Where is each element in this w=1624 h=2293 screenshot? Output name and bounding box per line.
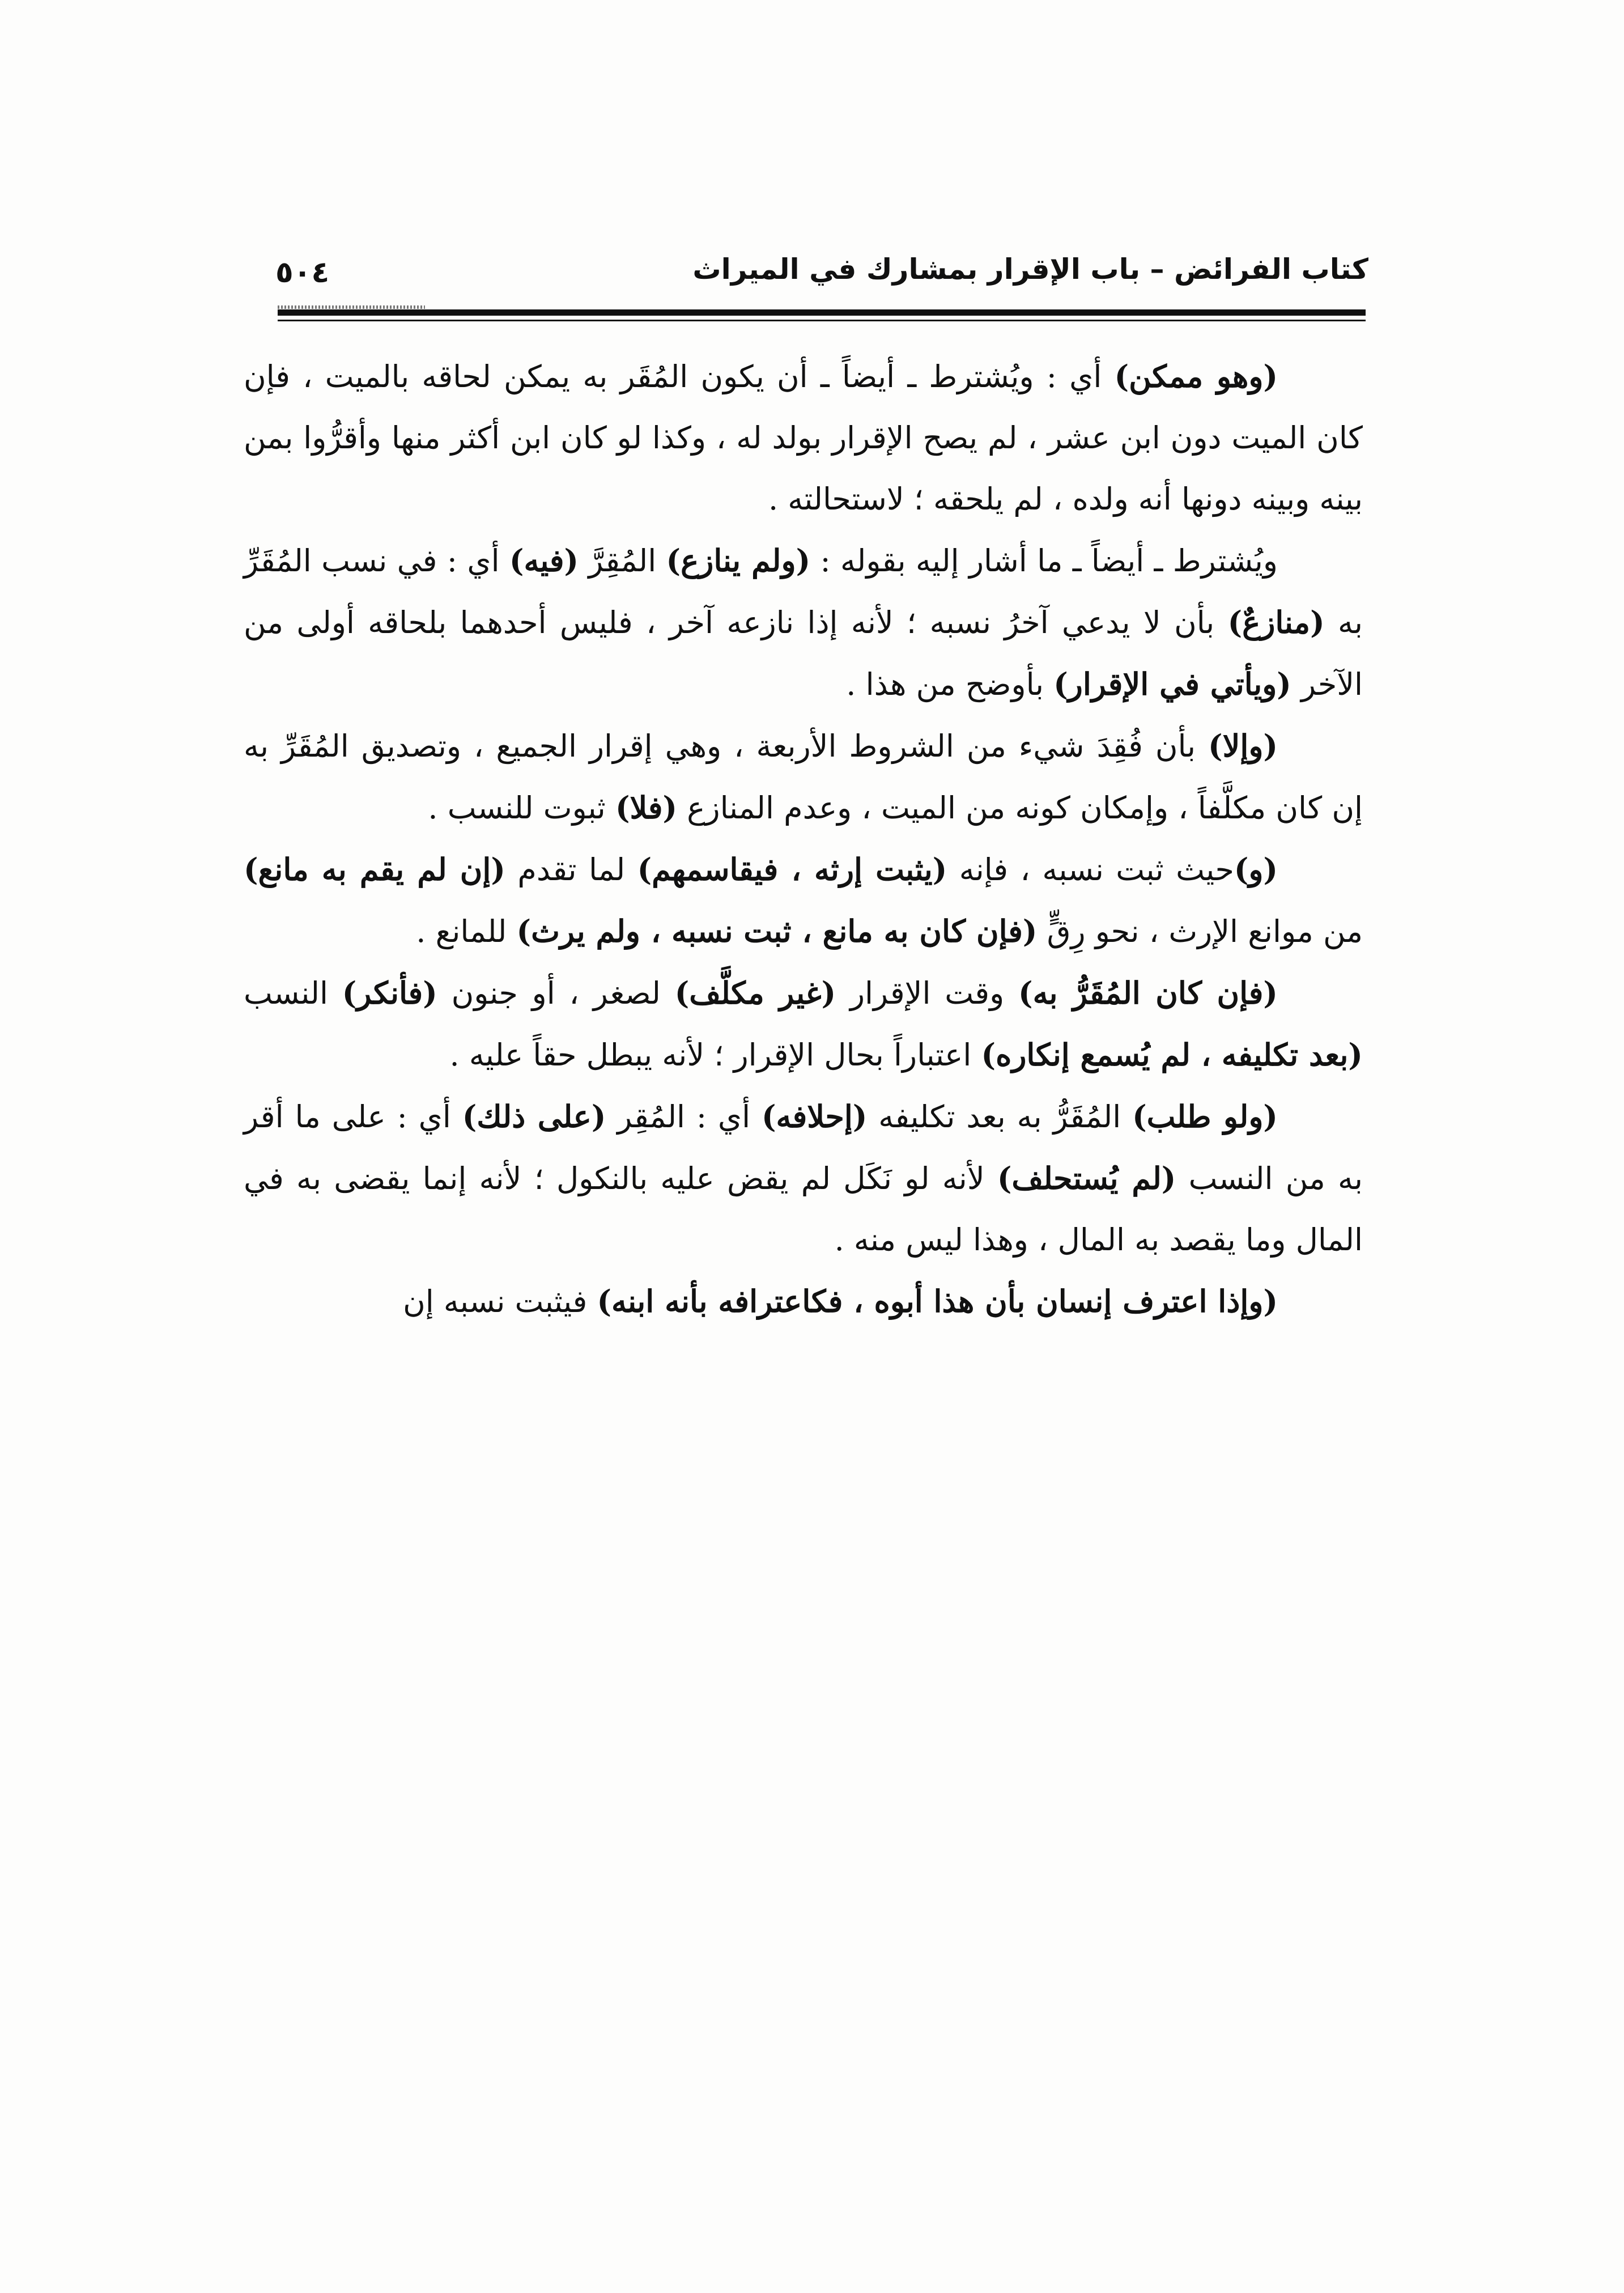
commentary-text: حيث ثبت نسبه ، فإنه <box>947 852 1234 888</box>
commentary-text: بأوضح من هذا . <box>846 666 1054 702</box>
matn-text: (إحلافه) <box>761 1098 868 1135</box>
matn-text: (على ذلك) <box>462 1098 606 1135</box>
paragraph <box>244 530 1363 715</box>
matn-text: (فإن كان المُقَرُّ به) <box>1018 975 1278 1011</box>
commentary-text: أي : في نسب المُقَرِّ به <box>244 543 1363 640</box>
matn-text: (و) <box>1234 851 1278 888</box>
matn-text: (ولم ينازع) <box>666 542 811 579</box>
commentary-text: اعتباراً بحال الإقرار ؛ لأنه يبطل حقاً عليه . <box>449 1037 981 1073</box>
matn-text: (وإذا اعترف إنسان بأن هذا أبوه ، فكاعترافه بأنه ابنه) <box>597 1283 1278 1319</box>
commentary-text: أي : ويُشترط ـ أيضاً ـ أن يكون المُقَر به يمكن لحاقه بالميت ، فإن كان الميت دون ابن عشر ، لم يصح الإقرار بولد له ، وكذا لو كان ابن أكثر منها وأقرُّوا بمن بينه وبينه دونها أنه ولده ، لم يلحقه ؛ لاستحالته . <box>244 359 1363 517</box>
commentary-text: وقت الإقرار <box>836 975 1019 1011</box>
paragraph <box>244 715 1363 839</box>
commentary-text: ثبوت للنسب . <box>428 790 615 826</box>
commentary-text: من موانع الإرث ، نحو رِقٍّ <box>1037 914 1363 949</box>
paragraph <box>244 839 1363 962</box>
commentary-text: المُقَرُّ به بعد تكليفه <box>867 1099 1133 1135</box>
matn-text: (بعد تكليفه ، لم يُسمع إنكاره) <box>981 1037 1363 1073</box>
matn-text: (منازعٌ) <box>1227 604 1325 640</box>
commentary-text: النسب <box>244 975 342 1011</box>
paragraph <box>244 1086 1363 1271</box>
matn-text: (فيه) <box>509 542 579 579</box>
commentary-text: لما تقدم <box>505 852 637 888</box>
page-header <box>272 249 1368 289</box>
matn-text: (فأنكر) <box>342 975 437 1011</box>
commentary-text: أي : على ما أقر به من النسب <box>244 1099 1363 1196</box>
paragraph <box>244 346 1363 530</box>
matn-text: (فإن كان به مانع ، ثبت نسبه ، ولم يرث) <box>516 913 1038 949</box>
matn-text: (لم يُستحلف) <box>997 1160 1176 1196</box>
commentary-text: بأن لا يدعي آخرُ نسبه ؛ لأنه إذا نازعه آخر ، فليس أحدهما بلحاقه أولى من الآخر <box>244 605 1363 702</box>
header-rule-thick <box>278 309 1366 316</box>
commentary-text: أي : المُقِر <box>606 1099 762 1135</box>
commentary-text: لأنه لو نَكَل لم يقض عليه بالنكول ؛ لأنه إنما يقضى به في المال وما يقصد به المال ، وهذا ليس منه . <box>244 1161 1363 1258</box>
header-rule-thin <box>278 320 1366 321</box>
commentary-text: المُقِرَّ <box>579 543 666 579</box>
commentary-text: فيثبت نسبه إن <box>403 1284 597 1319</box>
paragraph <box>244 1271 1363 1332</box>
commentary-text: بأن فُقِدَ شيء من الشروط الأربعة ، وهي إقرار الجميع ، وتصديق المُقَرِّ به إن كان مكلَّفاً ، وإمكان كونه من الميت ، وعدم المنازع <box>244 728 1363 826</box>
matn-text: (وهو ممكن) <box>1114 358 1278 394</box>
body-text <box>244 346 1363 1332</box>
matn-text: (ولو طلب) <box>1132 1098 1278 1135</box>
header-rule-texture <box>278 305 425 309</box>
matn-text: (ويأتي في الإقرار) <box>1053 666 1291 702</box>
page-number: ٥٠٤ <box>275 256 330 290</box>
commentary-text: للمانع . <box>416 914 517 949</box>
running-title: كتاب الفرائض – باب الإقرار بمشارك في الميراث <box>692 253 1368 286</box>
paragraph <box>244 962 1363 1086</box>
matn-text: (يثبت إرثه ، فيقاسمهم) <box>637 851 947 888</box>
matn-text: (فلا) <box>615 789 678 826</box>
matn-text: (وإلا) <box>1208 728 1278 764</box>
matn-text: (غير مكلَّف) <box>674 975 836 1011</box>
matn-text: (إن لم يقم به مانع) <box>244 851 505 888</box>
commentary-text: لصغر ، أو جنون <box>437 975 675 1011</box>
commentary-text: ويُشترط ـ أيضاً ـ ما أشار إليه بقوله : <box>810 543 1278 579</box>
